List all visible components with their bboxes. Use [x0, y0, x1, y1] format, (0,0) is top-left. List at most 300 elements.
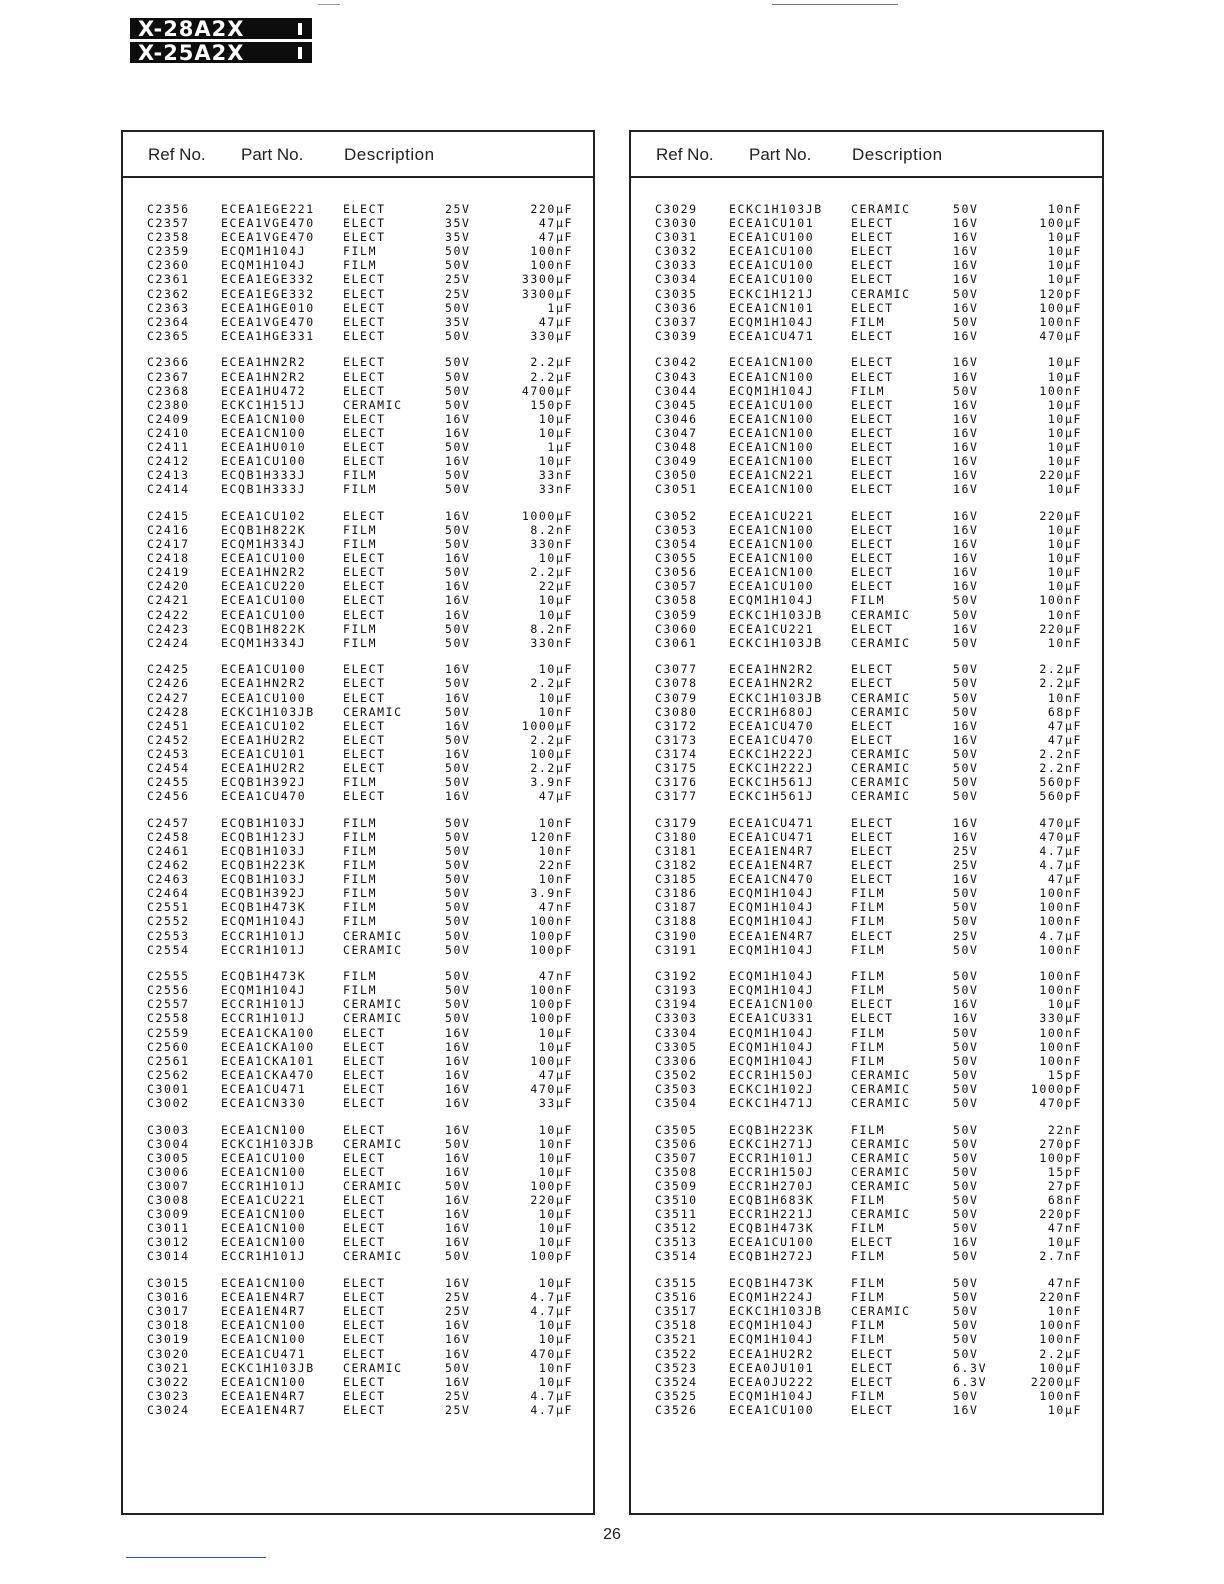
ref-no-cell: C2425 — [147, 662, 190, 677]
voltage-cell: 50V — [953, 914, 979, 929]
description-cell: ELECT — [343, 1346, 386, 1361]
voltage-cell: 16V — [445, 1193, 471, 1208]
voltage-cell: 16V — [953, 425, 979, 440]
voltage-cell: 16V — [953, 815, 979, 830]
ref-no-cell: C2418 — [147, 551, 190, 566]
table-row — [631, 1276, 1102, 1290]
voltage-cell: 16V — [953, 551, 979, 566]
ref-no-cell: C2380 — [147, 397, 190, 412]
voltage-cell: 50V — [445, 397, 471, 412]
voltage-cell: 50V — [445, 1249, 471, 1264]
capacitance-cell: 2.2µF — [530, 369, 573, 384]
voltage-cell: 16V — [953, 829, 979, 844]
voltage-cell: 50V — [953, 1039, 979, 1054]
ref-no-cell: C3029 — [655, 202, 698, 216]
table-row — [631, 384, 1102, 398]
voltage-cell: 50V — [953, 1025, 979, 1040]
table-row — [631, 1151, 1102, 1165]
description-cell: ELECT — [343, 732, 386, 747]
description-cell: ELECT — [343, 440, 386, 454]
description-cell: FILM — [343, 900, 378, 915]
part-no-cell: ECQM1H104J — [221, 244, 307, 259]
table-row — [631, 1375, 1102, 1389]
table-row — [631, 202, 1102, 216]
table-row — [123, 398, 593, 412]
description-cell: ELECT — [343, 369, 386, 384]
voltage-cell: 50V — [445, 244, 471, 259]
description-cell: CERAMIC — [851, 789, 911, 804]
ref-no-cell: C3060 — [655, 621, 698, 636]
ref-no-cell: C3045 — [655, 397, 698, 412]
description-cell: ELECT — [343, 425, 386, 440]
ref-no-cell: C3015 — [147, 1276, 190, 1291]
capacitance-cell: 100pF — [530, 1249, 573, 1264]
ref-no-cell: C2361 — [147, 272, 190, 287]
part-no-cell: ECEA1EN4R7 — [221, 1290, 307, 1305]
description-cell: ELECT — [343, 1402, 386, 1417]
part-no-cell: ECKC1H561J — [729, 775, 815, 790]
voltage-cell: 50V — [445, 300, 471, 315]
table-row — [123, 468, 593, 482]
voltage-cell: 50V — [445, 969, 471, 984]
part-no-cell: ECQB1H473K — [729, 1276, 815, 1291]
table-row — [123, 1011, 593, 1025]
ref-no-cell: C2562 — [147, 1067, 190, 1082]
ref-no-cell: C2458 — [147, 829, 190, 844]
part-no-cell: ECEA1HN2R2 — [729, 662, 815, 677]
description-cell: CERAMIC — [851, 1136, 911, 1151]
parts-table-right — [629, 130, 1104, 1515]
part-no-cell: ECEA1CU100 — [221, 454, 307, 469]
voltage-cell: 50V — [445, 537, 471, 552]
voltage-cell: 50V — [953, 1346, 979, 1361]
capacitance-cell: 100µF — [1039, 216, 1082, 231]
capacitance-cell: 10µF — [538, 1207, 573, 1222]
table-row — [631, 1011, 1102, 1025]
capacitance-cell: 10µF — [538, 1318, 573, 1333]
capacitance-cell: 2.2µF — [530, 732, 573, 747]
capacitance-cell: 22nF — [1047, 1122, 1082, 1137]
ref-no-cell: C2357 — [147, 216, 190, 231]
description-cell: FILM — [343, 482, 378, 497]
table-row — [631, 593, 1102, 607]
capacitance-cell: 2.2nF — [1039, 760, 1082, 775]
part-no-cell: ECEA1HGE010 — [221, 300, 315, 315]
table-row — [631, 1193, 1102, 1207]
part-no-cell: ECQB1H392J — [221, 886, 307, 901]
table-row — [631, 440, 1102, 454]
capacitance-cell: 270pF — [1039, 1136, 1082, 1151]
part-no-cell: ECQM1H224J — [729, 1290, 815, 1305]
description-cell: ELECT — [343, 579, 386, 594]
capacitance-cell: 100nF — [1039, 593, 1082, 608]
voltage-cell: 50V — [953, 969, 979, 984]
ref-no-cell: C3522 — [655, 1346, 698, 1361]
description-cell: ELECT — [851, 565, 894, 580]
table-row — [123, 943, 593, 957]
part-no-cell: ECQM1H104J — [221, 983, 307, 998]
part-no-cell: ECKC1H103JB — [729, 1304, 823, 1319]
ref-no-cell: C3526 — [655, 1402, 698, 1417]
voltage-cell: 16V — [953, 258, 979, 273]
ref-no-cell: C3043 — [655, 369, 698, 384]
table-row — [631, 1332, 1102, 1346]
ref-no-cell: C3037 — [655, 314, 698, 329]
description-cell: ELECT — [851, 468, 894, 483]
row-group — [631, 662, 1102, 803]
capacitance-cell: 15pF — [1047, 1164, 1082, 1179]
capacitance-cell: 220µF — [1039, 621, 1082, 636]
part-no-cell: ECCR1H101J — [221, 928, 307, 943]
part-no-cell: ECQB1H473K — [729, 1221, 815, 1236]
description-cell: FILM — [343, 621, 378, 636]
capacitance-cell: 100pF — [530, 997, 573, 1012]
capacitance-cell: 2.2µF — [1039, 676, 1082, 691]
ref-no-cell: C2560 — [147, 1039, 190, 1054]
table-row — [631, 537, 1102, 551]
ref-no-cell: C3190 — [655, 928, 698, 943]
ref-no-cell: C3078 — [655, 676, 698, 691]
part-no-cell: ECKC1H471J — [729, 1096, 815, 1111]
part-no-cell: ECQM1H104J — [221, 914, 307, 929]
capacitance-cell: 10µF — [538, 662, 573, 677]
ref-no-cell: C3177 — [655, 789, 698, 804]
capacitance-cell: 22µF — [538, 579, 573, 594]
capacitance-cell: 10µF — [1047, 355, 1082, 370]
ref-no-cell: C2366 — [147, 355, 190, 370]
table-row — [631, 969, 1102, 983]
table-row — [631, 1123, 1102, 1137]
voltage-cell: 16V — [953, 565, 979, 580]
voltage-cell: 50V — [953, 1150, 979, 1165]
description-cell: ELECT — [851, 1402, 894, 1417]
capacitance-cell: 330nF — [530, 537, 573, 552]
table-row — [631, 315, 1102, 329]
ref-no-cell: C3008 — [147, 1193, 190, 1208]
table-row — [631, 1068, 1102, 1082]
part-no-cell: ECEA1CKA470 — [221, 1067, 315, 1082]
description-cell: ELECT — [851, 1011, 894, 1026]
table-row — [631, 789, 1102, 803]
table-row — [631, 355, 1102, 369]
ref-no-cell: C3016 — [147, 1290, 190, 1305]
capacitance-cell: 22nF — [538, 858, 573, 873]
description-cell: ELECT — [343, 565, 386, 580]
ref-no-cell: C3034 — [655, 272, 698, 287]
table-row — [123, 258, 593, 272]
voltage-cell: 50V — [445, 815, 471, 830]
capacitance-cell: 10µF — [1047, 397, 1082, 412]
capacitance-cell: 10µF — [1047, 411, 1082, 426]
capacitance-cell: 47µF — [538, 1067, 573, 1082]
capacitance-cell: 10µF — [1047, 244, 1082, 259]
scan-mark — [318, 4, 340, 5]
ref-no-cell: C3051 — [655, 482, 698, 497]
description-cell: FILM — [343, 843, 378, 858]
description-cell: ELECT — [343, 230, 386, 245]
ref-no-cell: C3306 — [655, 1053, 698, 1068]
voltage-cell: 50V — [445, 328, 471, 343]
table-row — [631, 719, 1102, 733]
description-cell: ELECT — [851, 718, 894, 733]
description-cell: FILM — [851, 983, 886, 998]
part-no-cell: ECQB1H272J — [729, 1249, 815, 1264]
voltage-cell: 50V — [445, 369, 471, 384]
ref-no-cell: C3049 — [655, 454, 698, 469]
voltage-cell: 35V — [445, 314, 471, 329]
voltage-cell: 16V — [445, 508, 471, 523]
capacitance-cell: 10nF — [1047, 1304, 1082, 1319]
voltage-cell: 50V — [445, 1011, 471, 1026]
table-row — [123, 216, 593, 230]
part-no-cell: ECEA1EN4R7 — [729, 843, 815, 858]
voltage-cell: 16V — [445, 1122, 471, 1137]
voltage-cell: 50V — [953, 662, 979, 677]
table-row — [631, 301, 1102, 315]
capacitance-cell: 10nF — [538, 704, 573, 719]
voltage-cell: 50V — [445, 1136, 471, 1151]
table-row — [631, 983, 1102, 997]
capacitance-cell: 10µF — [538, 690, 573, 705]
description-cell: ELECT — [343, 1304, 386, 1319]
part-no-cell: ECEA1HN2R2 — [221, 369, 307, 384]
table-row — [123, 691, 593, 705]
ref-no-cell: C2362 — [147, 286, 190, 301]
capacitance-cell: 100nF — [1039, 942, 1082, 957]
voltage-cell: 16V — [953, 1235, 979, 1250]
part-no-cell: ECEA1CN100 — [729, 537, 815, 552]
part-no-cell: ECQM1H104J — [729, 1039, 815, 1054]
description-cell: FILM — [851, 1053, 886, 1068]
capacitance-cell: 2.2µF — [1039, 1346, 1082, 1361]
ref-no-cell: C3022 — [147, 1374, 190, 1389]
part-no-cell: ECKC1H103JB — [221, 1136, 315, 1151]
voltage-cell: 16V — [445, 789, 471, 804]
ref-no-cell: C3017 — [147, 1304, 190, 1319]
table-row — [631, 1249, 1102, 1263]
capacitance-cell: 4.7µF — [1039, 858, 1082, 873]
table-row — [631, 636, 1102, 650]
capacitance-cell: 10µF — [538, 1374, 573, 1389]
description-cell: ELECT — [851, 928, 894, 943]
ref-no-cell: C2454 — [147, 760, 190, 775]
part-no-cell: ECQM1H104J — [221, 258, 307, 273]
capacitance-cell: 3300µF — [521, 272, 573, 287]
part-no-cell: ECEA1CU100 — [729, 1235, 815, 1250]
voltage-cell: 50V — [953, 1221, 979, 1236]
voltage-cell: 50V — [445, 565, 471, 580]
ref-no-cell: C3048 — [655, 440, 698, 454]
ref-no-cell: C3174 — [655, 746, 698, 761]
capacitance-cell: 1000µF — [521, 508, 573, 523]
capacitance-cell: 10µF — [538, 1164, 573, 1179]
ref-no-cell: C2461 — [147, 843, 190, 858]
ref-no-cell: C3192 — [655, 969, 698, 984]
description-cell: CERAMIC — [851, 607, 911, 622]
ref-no-cell: C2453 — [147, 746, 190, 761]
part-no-cell: ECQM1H104J — [729, 900, 815, 915]
ref-no-cell: C3020 — [147, 1346, 190, 1361]
voltage-cell: 50V — [953, 1179, 979, 1193]
table-row — [123, 551, 593, 565]
description-cell: ELECT — [343, 1207, 386, 1222]
voltage-cell: 50V — [445, 355, 471, 370]
part-no-cell: ECEA1CU100 — [221, 662, 307, 677]
voltage-cell: 50V — [953, 1096, 979, 1111]
voltage-cell: 50V — [445, 928, 471, 943]
part-no-cell: ECKC1H103JB — [729, 202, 823, 216]
table-row — [631, 1403, 1102, 1417]
voltage-cell: 50V — [953, 286, 979, 301]
description-cell: FILM — [343, 914, 378, 929]
ref-no-cell: C3052 — [655, 508, 698, 523]
table-row — [123, 1347, 593, 1361]
ref-no-cell: C3505 — [655, 1122, 698, 1137]
voltage-cell: 50V — [445, 858, 471, 873]
voltage-cell: 25V — [445, 1290, 471, 1305]
capacitance-cell: 10µF — [538, 1025, 573, 1040]
description-cell: ELECT — [851, 815, 894, 830]
table-row — [123, 1332, 593, 1346]
part-no-cell: ECCR1H680J — [729, 704, 815, 719]
part-no-cell: ECEA1CU100 — [729, 230, 815, 245]
part-no-cell: ECEA1CN101 — [729, 300, 815, 315]
ref-no-cell: C2364 — [147, 314, 190, 329]
voltage-cell: 25V — [445, 1402, 471, 1417]
page-number: 26 — [603, 1526, 621, 1543]
ref-no-cell: C2559 — [147, 1025, 190, 1040]
table-row — [123, 997, 593, 1011]
table-row — [123, 1026, 593, 1040]
description-cell: ELECT — [343, 300, 386, 315]
description-cell: ELECT — [851, 551, 894, 566]
description-cell: FILM — [851, 383, 886, 398]
table-row — [123, 719, 593, 733]
part-no-cell: ECQB1H683K — [729, 1193, 815, 1208]
table-row — [631, 1361, 1102, 1375]
part-no-cell: ECQB1H333J — [221, 468, 307, 483]
table-row — [123, 1123, 593, 1137]
ref-no-cell: C2462 — [147, 858, 190, 873]
table-row — [631, 1235, 1102, 1249]
voltage-cell: 50V — [953, 775, 979, 790]
voltage-cell: 50V — [953, 704, 979, 719]
table-row — [123, 593, 593, 607]
part-no-cell: ECEA1CU100 — [221, 607, 307, 622]
row-group — [123, 969, 593, 1110]
capacitance-cell: 2.2nF — [1039, 746, 1082, 761]
voltage-cell: 16V — [445, 718, 471, 733]
voltage-cell: 50V — [445, 1360, 471, 1375]
ref-no-cell: C3510 — [655, 1193, 698, 1208]
voltage-cell: 16V — [445, 1096, 471, 1111]
table-row — [123, 775, 593, 789]
description-cell: ELECT — [851, 216, 894, 231]
ref-no-cell: C3509 — [655, 1179, 698, 1193]
description-cell: FILM — [343, 258, 378, 273]
table-row — [631, 1026, 1102, 1040]
part-no-cell: ECEA1CN100 — [729, 454, 815, 469]
capacitance-cell: 100nF — [1039, 314, 1082, 329]
capacitance-cell: 1000pF — [1030, 1081, 1082, 1096]
capacitance-cell: 47µF — [538, 216, 573, 231]
ref-no-cell: C2452 — [147, 732, 190, 747]
description-cell: ELECT — [343, 1081, 386, 1096]
part-no-cell: ECEA1HU2R2 — [221, 760, 307, 775]
description-cell: FILM — [851, 942, 886, 957]
description-cell: ELECT — [851, 1346, 894, 1361]
description-cell: ELECT — [851, 1360, 894, 1375]
voltage-cell: 50V — [953, 1290, 979, 1305]
ref-no-cell: C2554 — [147, 942, 190, 957]
voltage-cell: 16V — [445, 1276, 471, 1291]
voltage-cell: 50V — [953, 983, 979, 998]
row-group — [123, 509, 593, 650]
row-group — [631, 355, 1102, 496]
voltage-cell: 50V — [445, 829, 471, 844]
capacitance-cell: 10µF — [1047, 454, 1082, 469]
voltage-cell: 50V — [445, 522, 471, 537]
voltage-cell: 50V — [953, 1388, 979, 1403]
description-cell: ELECT — [851, 244, 894, 259]
ref-no-cell: C2359 — [147, 244, 190, 259]
table-row — [123, 1276, 593, 1290]
part-no-cell: ECQB1H392J — [221, 775, 307, 790]
table-row — [123, 1068, 593, 1082]
voltage-cell: 16V — [445, 1332, 471, 1347]
table-row — [631, 272, 1102, 286]
description-cell: CERAMIC — [851, 1096, 911, 1111]
voltage-cell: 25V — [445, 202, 471, 216]
ref-no-cell: C3006 — [147, 1164, 190, 1179]
row-group — [631, 509, 1102, 650]
capacitance-cell: 10µF — [1047, 579, 1082, 594]
voltage-cell: 50V — [445, 886, 471, 901]
capacitance-cell: 100pF — [1039, 1150, 1082, 1165]
table-row — [631, 1040, 1102, 1054]
voltage-cell: 50V — [445, 942, 471, 957]
capacitance-cell: 100nF — [1039, 914, 1082, 929]
part-no-cell: ECEA1CU102 — [221, 508, 307, 523]
description-cell: FILM — [851, 1388, 886, 1403]
description-cell: FILM — [851, 1039, 886, 1054]
ref-no-cell: C3031 — [655, 230, 698, 245]
table-row — [123, 1165, 593, 1179]
part-no-cell: ECQM1H104J — [729, 1025, 815, 1040]
row-group — [123, 1276, 593, 1417]
header-part-no: Part No. — [749, 145, 812, 164]
capacitance-cell: 1000µF — [521, 718, 573, 733]
table-row — [123, 1249, 593, 1263]
part-no-cell: ECEA1CU471 — [221, 1346, 307, 1361]
description-cell: ELECT — [343, 690, 386, 705]
table-row — [631, 622, 1102, 636]
table-row — [123, 315, 593, 329]
part-no-cell: ECEA1CU471 — [729, 815, 815, 830]
part-no-cell: ECEA1CKA101 — [221, 1053, 315, 1068]
capacitance-cell: 3.9nF — [530, 886, 573, 901]
ref-no-cell: C3173 — [655, 732, 698, 747]
capacitance-cell: 4.7µF — [530, 1388, 573, 1403]
voltage-cell: 16V — [445, 1039, 471, 1054]
description-cell: FILM — [851, 1276, 886, 1291]
voltage-cell: 50V — [953, 1081, 979, 1096]
ref-no-cell: C2551 — [147, 900, 190, 915]
header-ref-no: Ref No. — [148, 145, 206, 164]
capacitance-cell: 100nF — [1039, 983, 1082, 998]
capacitance-cell: 2.2µF — [1039, 662, 1082, 677]
part-no-cell: ECEA1CN100 — [221, 1318, 307, 1333]
